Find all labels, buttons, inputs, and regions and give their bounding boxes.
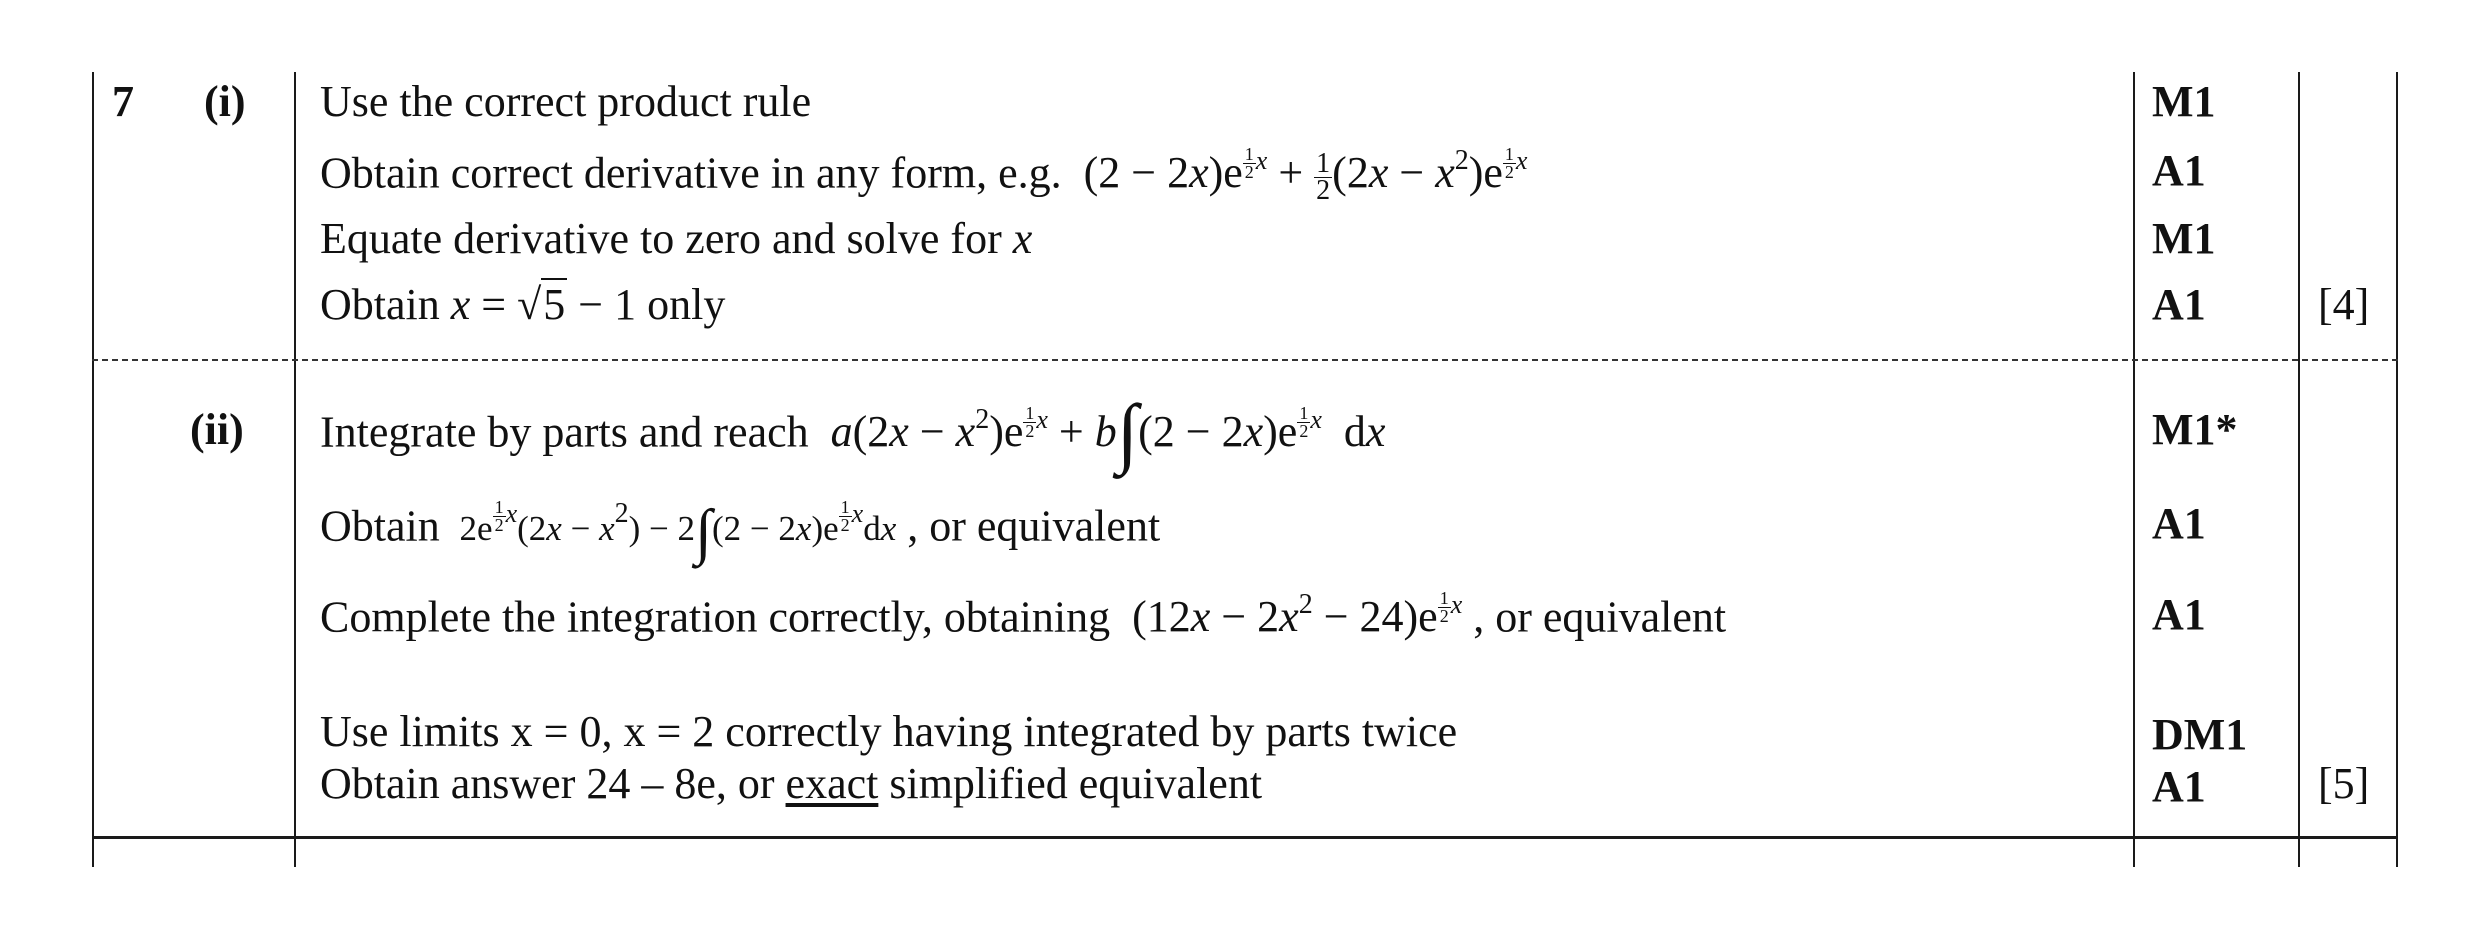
mark-code: A1	[2152, 499, 2206, 548]
mark-code: A1	[2152, 762, 2206, 811]
answer-line-text: Equate derivative to zero and solve for	[320, 214, 1002, 263]
answer-line-obtain-x	[320, 280, 725, 330]
answer-line-suffix: simplified equivalent	[889, 759, 1263, 808]
variable-x: x	[1012, 214, 1033, 263]
answer-line-text: Complete the integration correctly, obtaining	[320, 592, 1111, 642]
answer-line-text: Obtain	[320, 501, 440, 551]
part-i-total-marks: [4]	[2318, 280, 2370, 329]
table-right-border	[2396, 72, 2398, 867]
question-number: 7	[112, 77, 134, 126]
mark-code: A1	[2152, 590, 2206, 639]
answer-line-suffix: only	[647, 280, 726, 329]
answer-line-product-rule: Use the correct product rule	[320, 77, 812, 126]
first-integration-expression: 2e $^{\frac{1}{2} x}(2x - x^2) - 2\int(2 - 2x)e$ $^{\frac{1}{2} x}$dx	[450, 497, 897, 567]
part-label-i: (i)	[204, 77, 246, 126]
answer-line-derivative	[320, 146, 1527, 204]
answer-line-text: Obtain correct derivative in any form, e.g.	[320, 148, 1062, 198]
table-left-border	[92, 72, 94, 867]
answer-line-text: Obtain answer 24 – 8e, or	[320, 759, 775, 808]
mark-code: DM1	[2152, 710, 2248, 759]
question-bottom-rule	[92, 836, 2398, 839]
answer-line-equate-zero	[320, 214, 1032, 264]
mark-code: A1	[2152, 280, 2206, 329]
answer-line-obtain-integral	[320, 497, 1161, 567]
mark-code: A1	[2152, 146, 2206, 195]
derivative-expression: (2 − 2x)e $^{\frac{1}{2} x}$ + $\frac{1}{2}$ $(2x - x^2)e$ $^{\frac{1}{2} x}$	[1072, 144, 1528, 206]
answer-line-suffix: , or equivalent	[1473, 592, 1727, 642]
column-divider-marks	[2133, 72, 2135, 867]
part-ii-total-marks: [5]	[2318, 759, 2370, 808]
mark-code: M1	[2152, 77, 2216, 126]
column-divider-total	[2298, 72, 2300, 867]
part-divider-dashed	[92, 359, 2398, 361]
answer-line-text: Integrate by parts and reach	[320, 407, 809, 457]
part-label-ii: (ii)	[190, 405, 244, 454]
answer-line-use-limits: Use limits x = 0, x = 2 correctly having integrated by parts twice	[320, 707, 1458, 756]
column-divider-answer	[294, 72, 296, 867]
answer-line-integrate-parts	[320, 388, 1386, 476]
integral-form-expression: $a(2x - x^2)e$ $^{\frac{1}{2} x}$ + b∫(2 − 2x)e $^{\frac{1}{2} x}$ dx	[830, 388, 1386, 476]
mark-code: M1*	[2152, 405, 2238, 454]
answer-line-complete-integration	[320, 590, 1726, 642]
underlined-word: exact	[785, 759, 879, 808]
answer-line-text: Obtain	[320, 280, 440, 329]
answer-line-final-answer	[320, 759, 1262, 809]
answer-line-suffix: , or equivalent	[907, 501, 1161, 551]
root-expression: x = √5 − 1	[450, 280, 637, 329]
final-integral-expression: $(12x - 2x^2 - 24)e$ $^{\frac{1}{2} x}$	[1121, 588, 1463, 642]
mark-code: M1	[2152, 214, 2216, 263]
